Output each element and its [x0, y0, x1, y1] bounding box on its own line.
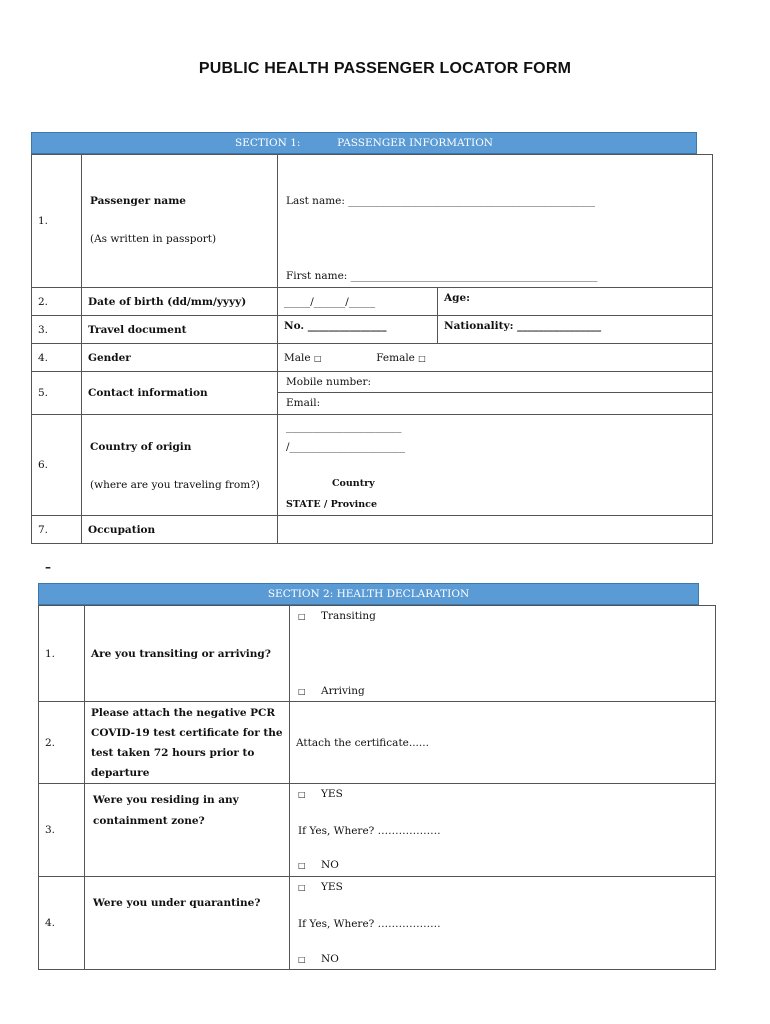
arriving-label: Arriving: [321, 685, 365, 697]
first-name-field[interactable]: First name: _______________________________________________: [286, 270, 598, 282]
section2-table: [38, 605, 716, 970]
row-number: 3.: [32, 316, 82, 344]
quarantine-where-field[interactable]: If Yes, Where? ………………: [298, 918, 441, 930]
male-checkbox[interactable]: □: [313, 353, 322, 363]
containment-no-label: NO: [321, 859, 339, 871]
quarantine-no-checkbox[interactable]: □: [298, 955, 306, 964]
s2-row-pcr: [39, 702, 716, 784]
s1-row-contact: [32, 372, 713, 415]
state-caption: STATE / Province: [286, 499, 378, 510]
state-line[interactable]: /______________________: [286, 441, 406, 453]
quarantine-no-label: NO: [321, 953, 339, 965]
female-label: Female: [376, 351, 415, 364]
containment-where-field[interactable]: If Yes, Where? ………………: [298, 825, 441, 837]
s1-row-occupation: [32, 516, 713, 544]
s2-row-quarantine: [39, 877, 716, 970]
s2-row-containment: [39, 784, 716, 877]
transit-options: [290, 606, 716, 702]
s2-row-transit: [39, 606, 716, 702]
containment-question: [85, 784, 290, 877]
section2-header: [38, 583, 699, 605]
passenger-name-text: Passenger name: [90, 195, 186, 207]
section2-heading: SECTION 2: HEALTH DECLARATION: [267, 588, 470, 600]
passenger-name-sub: (As written in passport): [90, 233, 217, 245]
transiting-checkbox[interactable]: □: [298, 612, 306, 621]
form-title: PUBLIC HEALTH PASSENGER LOCATOR FORM: [198, 60, 572, 77]
travel-document-label: Travel document: [82, 316, 278, 344]
country-caption: Country: [332, 478, 375, 489]
pcr-line-4: departure: [91, 766, 150, 779]
containment-options: [290, 784, 716, 877]
female-checkbox[interactable]: □: [418, 353, 426, 363]
s1-row-travel-document: [32, 316, 713, 344]
age-field[interactable]: Age:: [438, 288, 713, 316]
country-label-text: Country of origin: [90, 441, 192, 453]
s1-row-passenger-name: [32, 155, 713, 288]
arriving-checkbox[interactable]: □: [298, 687, 306, 696]
row-number: 4.: [39, 877, 85, 970]
contact-label: Contact information: [82, 372, 278, 415]
section1-heading: PASSENGER INFORMATION: [337, 137, 493, 149]
dob-field[interactable]: _____/______/_____: [278, 288, 438, 316]
containment-line-2: containment zone?: [93, 815, 205, 827]
s1-row-country: [32, 415, 713, 516]
quarantine-question: [85, 877, 290, 970]
occupation-label: Occupation: [82, 516, 278, 544]
containment-no-checkbox[interactable]: □: [298, 861, 306, 870]
passenger-name-label: [82, 155, 278, 288]
nationality-field[interactable]: Nationality: ________________: [438, 316, 713, 344]
quarantine-yes-checkbox[interactable]: □: [298, 883, 306, 892]
pcr-question: [85, 702, 290, 784]
row-number: 6.: [32, 415, 82, 516]
occupation-field[interactable]: [278, 516, 713, 544]
row-number: 1.: [32, 155, 82, 288]
transiting-label: Transiting: [321, 610, 376, 622]
row-number: 5.: [32, 372, 82, 415]
passenger-name-fields: [278, 155, 713, 288]
email-field[interactable]: Email:: [286, 397, 321, 409]
row-number: 2.: [32, 288, 82, 316]
pcr-line-3: test taken 72 hours prior to: [91, 746, 255, 759]
row-number: 4.: [32, 344, 82, 372]
s1-row-dob: [32, 288, 713, 316]
quarantine-yes-label: YES: [321, 881, 343, 893]
section1-label: SECTION 1:: [235, 137, 301, 149]
last-name-field[interactable]: Last name: _______________________________________________: [286, 195, 595, 207]
gender-options: [278, 344, 713, 372]
male-label: Male: [284, 351, 311, 364]
s1-row-gender: [32, 344, 713, 372]
contact-fields: [278, 372, 713, 415]
row-number: 2.: [39, 702, 85, 784]
row-number: 1.: [39, 606, 85, 702]
row-number: 3.: [39, 784, 85, 877]
containment-yes-checkbox[interactable]: □: [298, 790, 306, 799]
containment-yes-label: YES: [321, 788, 343, 800]
pcr-line-1: Please attach the negative PCR: [91, 706, 276, 719]
containment-line-1: Were you residing in any: [93, 794, 239, 806]
section1-table: [31, 154, 713, 544]
pcr-attach-field[interactable]: Attach the certificate......: [290, 702, 716, 784]
country-label-sub: (where are you traveling from?): [90, 479, 260, 491]
country-fields: [278, 415, 713, 516]
transit-question: Are you transiting or arriving?: [85, 606, 290, 702]
pcr-line-2: COVID-19 test certificate for the: [91, 726, 283, 739]
quarantine-text: Were you under quarantine?: [93, 897, 261, 909]
quarantine-options: [290, 877, 716, 970]
row-number: 7.: [32, 516, 82, 544]
country-line[interactable]: ______________________: [286, 421, 402, 433]
mobile-field[interactable]: Mobile number:: [278, 372, 712, 393]
country-label: [82, 415, 278, 516]
separator-dash: –: [45, 560, 51, 574]
gender-label: Gender: [82, 344, 278, 372]
dob-label: Date of birth (dd/mm/yyyy): [82, 288, 278, 316]
document-number-field[interactable]: No. _______________: [278, 316, 438, 344]
section1-header: [31, 132, 697, 154]
